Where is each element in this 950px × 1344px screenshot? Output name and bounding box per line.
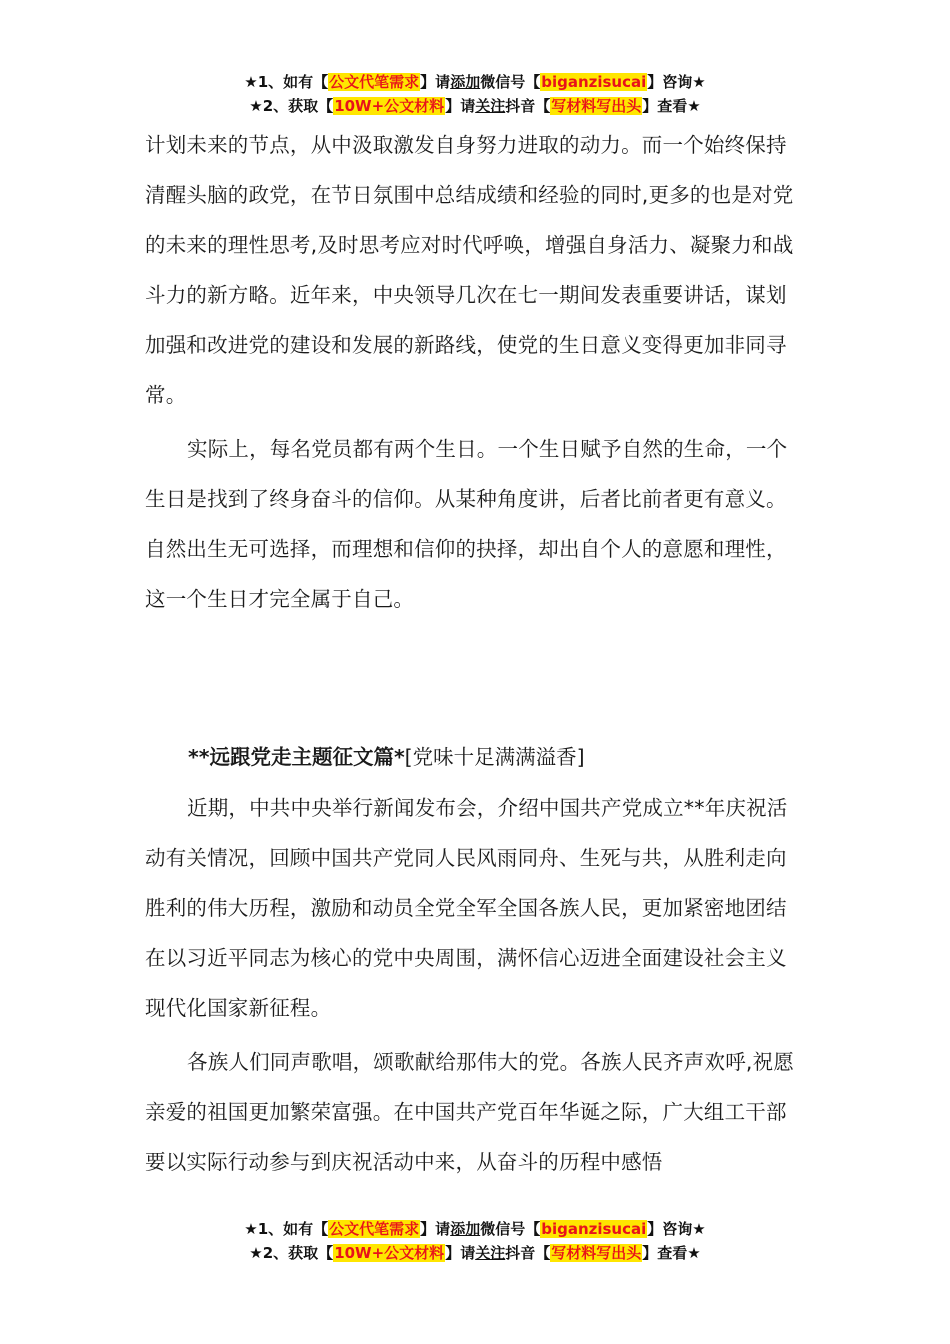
banner-text: ★2、获取【 <box>249 97 334 115</box>
underline-text: 关注 <box>475 1244 506 1262</box>
banner-line-2 <box>0 1241 950 1265</box>
heading-subtitle: [党味十足满满溢香] <box>404 745 585 769</box>
banner-text: 抖音【 <box>505 1244 551 1262</box>
underline-text: 添加 <box>450 1220 481 1238</box>
paragraph: 各族人们同声歌唱，颂歌献给那伟大的党。各族人民齐声欢呼,祝愿亲爱的祖国更加繁荣富强。在中国共产党百年华诞之际，广大组工干部要以实际行动参与到庆祝活动中来，从奋斗的历程中感悟 <box>145 1050 795 1174</box>
banner-line-2 <box>0 94 950 118</box>
banner-text: 抖音【 <box>505 97 551 115</box>
section-1 <box>145 120 805 624</box>
underline-text: 添加 <box>450 73 481 91</box>
highlight-douyin-id: 写材料写出头 <box>551 97 642 115</box>
banner-text: 】查看★ <box>642 97 701 115</box>
highlight-materials: 10W+公文材料 <box>334 97 445 115</box>
banner-text: 】请 <box>420 1220 451 1238</box>
banner-line-1 <box>0 1217 950 1241</box>
banner-text: 】请 <box>445 97 476 115</box>
section-heading <box>188 732 585 782</box>
banner-text: 】请 <box>420 73 451 91</box>
highlight-service: 公文代笔需求 <box>329 1220 420 1238</box>
heading-title: **远跟党走主题征文篇* <box>188 745 405 769</box>
highlight-wechat-id: biganzisucai <box>541 73 647 91</box>
header-banner <box>0 70 950 118</box>
banner-text: ★2、获取【 <box>249 1244 334 1262</box>
highlight-materials: 10W+公文材料 <box>334 1244 445 1262</box>
highlight-wechat-id: biganzisucai <box>541 1220 647 1238</box>
footer-banner <box>0 1217 950 1265</box>
banner-text: 】请 <box>445 1244 476 1262</box>
banner-line-1 <box>0 70 950 94</box>
banner-text: ★1、如有【 <box>244 73 329 91</box>
banner-text: ★1、如有【 <box>244 1220 329 1238</box>
banner-text: 】查看★ <box>642 1244 701 1262</box>
highlight-service: 公文代笔需求 <box>329 73 420 91</box>
banner-text: 】咨询★ <box>647 1220 706 1238</box>
paragraph: 实际上，每名党员都有两个生日。一个生日赋予自然的生命，一个生日是找到了终身奋斗的信仰。从某种角度讲，后者比前者更有意义。自然出生无可选择，而理想和信仰的抉择，却出自个人的意愿和理性，这一个生日才完全属于自己。 <box>145 437 788 611</box>
banner-text: 微信号【 <box>480 1220 541 1238</box>
highlight-douyin-id: 写材料写出头 <box>551 1244 642 1262</box>
paragraph: 计划未来的节点，从中汲取激发自身努力进取的动力。而一个始终保持清醒头脑的政党，在节日氛围中总结成绩和经验的同时,更多的也是对党的未来的理性思考,及时思考应对时代呼唤，增强自身活力、凝聚力和战斗力的新方略。近年来，中央领导几次在七一期间发表重要讲话，谋划加强和改进党的建设和发展的新路线，使党的生日意义变得更加非同寻常。 <box>145 133 794 407</box>
banner-text: 】咨询★ <box>647 73 706 91</box>
section-2 <box>145 783 805 1187</box>
banner-text: 微信号【 <box>480 73 541 91</box>
paragraph: 近期，中共中央举行新闻发布会，介绍中国共产党成立**年庆祝活动有关情况，回顾中国共产党同人民风雨同舟、生死与共，从胜利走向胜利的伟大历程，激励和动员全党全军全国各族人民，更加紧密地团结在以习近平同志为核心的党中央周围，满怀信心迈进全面建设社会主义现代化国家新征程。 <box>145 796 788 1020</box>
underline-text: 关注 <box>475 97 506 115</box>
